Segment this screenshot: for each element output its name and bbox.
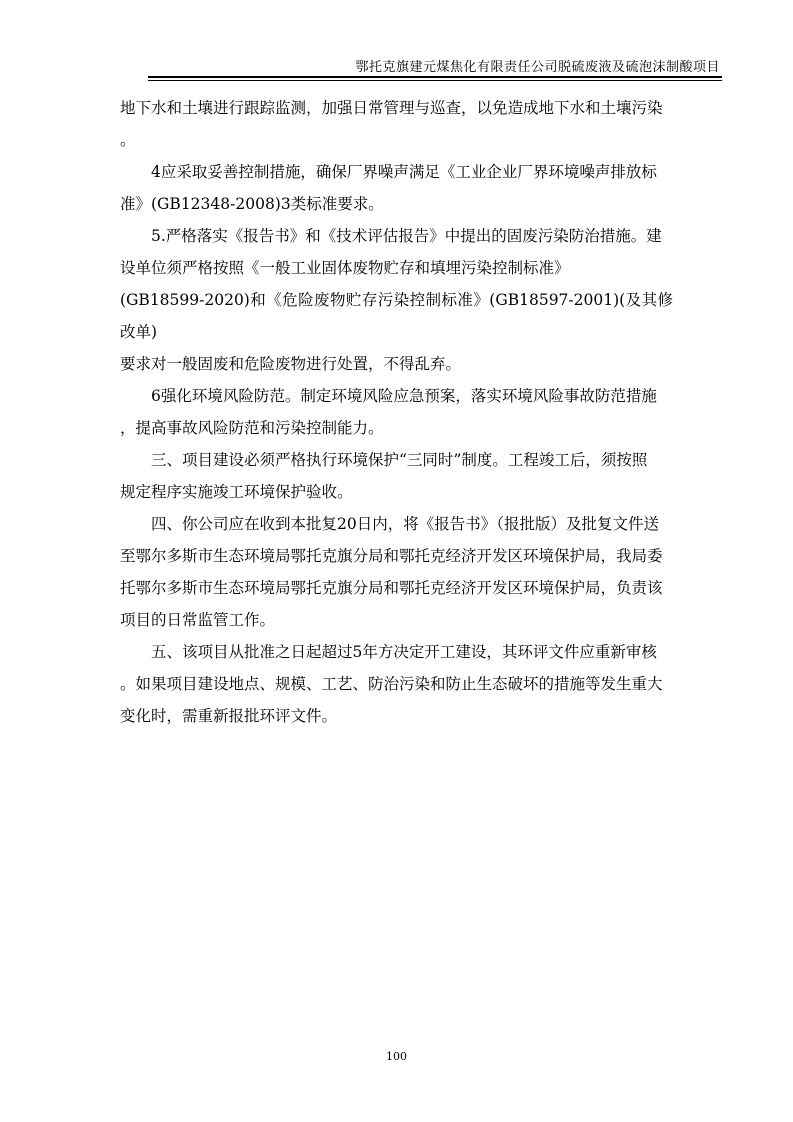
text-line: 地下水和土壤进行跟踪监测，加强日常管理与巡查，以免造成地下水和土壤污染 (120, 99, 663, 117)
paragraph-risk-prevention (120, 380, 673, 444)
text-line: 四、你公司应在收到本批复20日内，将《报告书》（报批版）及批复文件送 (151, 515, 659, 533)
text-line: 。 (120, 131, 136, 149)
paragraph-solid-waste (120, 220, 673, 380)
text-line: 。如果项目建设地点、规模、工艺、防治污染和防止生态破坏的措施等发生重大 (120, 675, 663, 693)
text-line: (GB18599-2020)和《危险废物贮存污染控制标准》(GB18597-2001)(及其修改单) (120, 291, 673, 341)
text-line: 托鄂尔多斯市生态环境局鄂托克旗分局和鄂托克经济开发区环境保护局，负责该 (120, 579, 663, 597)
header-rule-secondary (148, 80, 722, 81)
text-line: 规定程序实施竣工环境保护验收。 (120, 483, 353, 501)
document-body (120, 92, 673, 732)
paragraph-continuation (120, 92, 673, 156)
text-line: 准》(GB12348-2008)3类标准要求。 (120, 195, 384, 213)
text-line: ，提高事故风险防范和污染控制能力。 (120, 419, 384, 437)
paragraph-validity (120, 636, 673, 732)
text-line: 项目的日常监管工作。 (120, 611, 276, 629)
text-line: 4应采取妥善控制措施，确保厂界噪声满足《工业企业厂界环境噪声排放标 (151, 163, 657, 181)
text-line: 设单位须严格按照《一般工业固体废物贮存和填埋污染控制标准》 (120, 259, 570, 277)
text-line: 5.严格落实《报告书》和《技术评估报告》中提出的固废污染防治措施。建 (151, 227, 662, 245)
text-line: 五、该项目从批准之日起超过5年方决定开工建设，其环评文件应重新审核 (151, 643, 657, 661)
text-line: 至鄂尔多斯市生态环境局鄂托克旗分局和鄂托克经济开发区环境保护局，我局委 (120, 547, 663, 565)
text-line: 要求对一般固废和危险废物进行处置，不得乱弃。 (120, 355, 462, 373)
paragraph-noise-control (120, 156, 673, 220)
text-line: 变化时，需重新报批环评文件。 (120, 707, 338, 725)
page-number: 100 (386, 1050, 407, 1063)
header-rule (148, 76, 722, 78)
text-line: 三、项目建设必须严格执行环境保护“三同时”制度。工程竣工后，须按照 (151, 451, 648, 469)
paragraph-three-simultaneous (120, 444, 673, 508)
text-line: 6强化环境风险防范。制定环境风险应急预案，落实环境风险事故防范措施 (151, 387, 657, 405)
paragraph-submission (120, 508, 673, 636)
running-header-title: 鄂托克旗建元煤焦化有限责任公司脱硫废液及硫泡沫制酸项目 (355, 60, 720, 75)
